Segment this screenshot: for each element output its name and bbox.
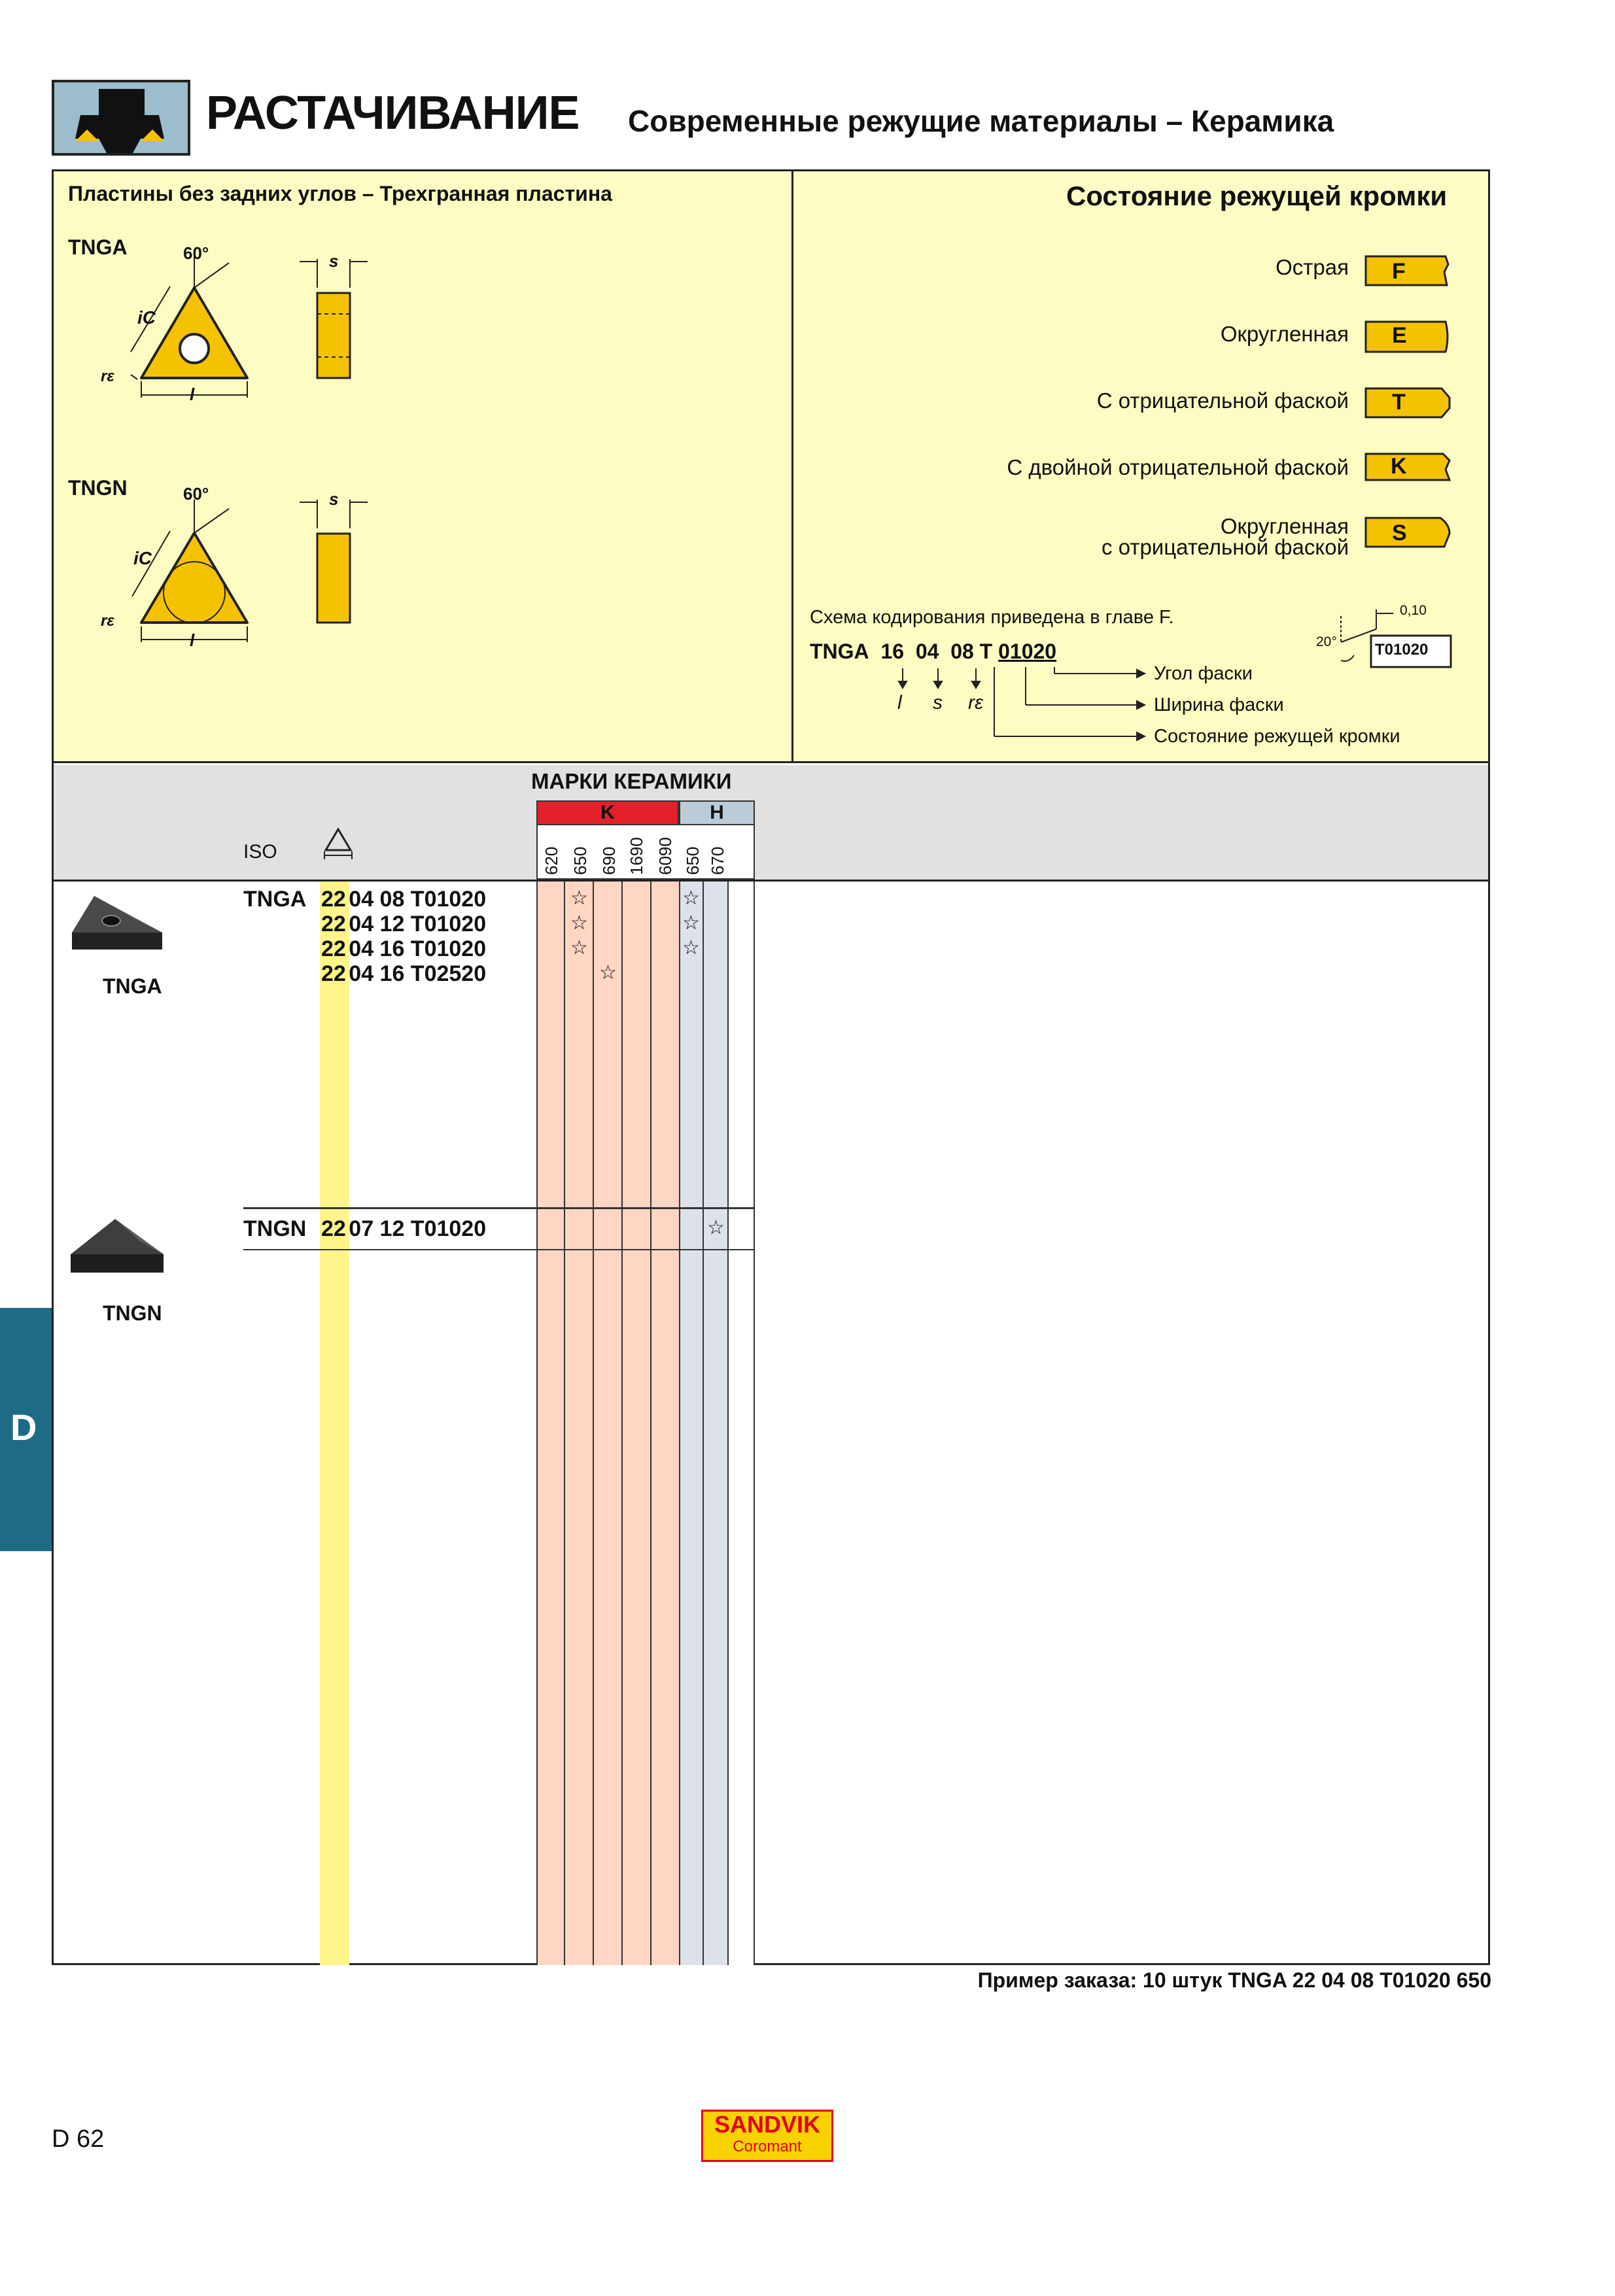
row-divider <box>243 1249 755 1250</box>
coding-legend-edge: Состояние режущей кромки <box>1154 726 1400 747</box>
ic-highlight-column <box>320 880 349 1965</box>
availability-star: ☆ <box>570 887 588 909</box>
tnga-ic-label: iC <box>137 307 156 328</box>
availability-star: ☆ <box>707 1217 725 1239</box>
chapter-side-letter: D <box>10 1407 37 1448</box>
edge-code-f: F <box>1392 259 1406 284</box>
coding-under-l: l <box>897 692 902 713</box>
coding-note: Схема кодирования приведена в главе F. <box>810 607 1174 628</box>
edge-code-t: T <box>1392 390 1406 415</box>
coding-under-re: rε <box>968 692 984 713</box>
tnga-l-label: l <box>190 385 195 404</box>
insert-name-tngn: TNGN <box>68 476 128 500</box>
coding-legend-angle: Угол фаски <box>1154 663 1253 684</box>
availability-star: ☆ <box>682 937 700 959</box>
availability-star: ☆ <box>570 912 588 934</box>
family-label-tnga: TNGA <box>243 887 307 912</box>
chamfer-width-label: 0,10 <box>1400 603 1427 618</box>
coding-example: TNGA 16 04 08 T 01020 <box>810 640 1057 663</box>
tngn-re-label: rε <box>101 612 114 630</box>
grade-k-1690: 1690 <box>627 837 646 875</box>
grade-k-6090: 6090 <box>655 837 675 875</box>
grades-group-title: МАРКИ КЕРАМИКИ <box>531 769 732 793</box>
group-h-last-column <box>727 803 755 1965</box>
group-k-label: K <box>536 800 679 825</box>
coding-legend-width: Ширина фаски <box>1154 694 1284 715</box>
ic-triangle-icon <box>322 825 355 861</box>
grade-k-690: 690 <box>599 846 619 875</box>
table-header-divider <box>54 880 1488 882</box>
page-number: D 62 <box>52 2125 105 2153</box>
grade-col <box>679 803 729 1965</box>
grade-h-650: 650 <box>683 846 703 875</box>
tngn-angle-label: 60° <box>183 484 209 504</box>
tnga-re-label: rε <box>101 368 114 385</box>
grades-table <box>52 763 1490 1965</box>
tngn-s-label: s <box>329 489 339 509</box>
panel-divider <box>791 169 793 763</box>
chamfer-code-label: T01020 <box>1375 641 1429 659</box>
section-divider <box>243 1207 755 1209</box>
table-row: 22 04 12 T01020 <box>321 912 487 936</box>
edge-label-honed-chamfered-2: с отрицательной фаской <box>1102 535 1349 559</box>
availability-star: ☆ <box>682 912 700 934</box>
grade-k-620: 620 <box>542 846 561 875</box>
insert-type-heading: Пластины без задних углов – Трехгранная пластина <box>68 182 612 205</box>
edge-code-s: S <box>1392 521 1407 545</box>
grade-h-670: 670 <box>708 846 727 875</box>
table-row: 22 07 12 T01020 <box>321 1216 487 1241</box>
edge-label-double-chamfered: С двойной отрицательной фаской <box>1007 455 1349 479</box>
page-title: РАСТАЧИВАНИЕ <box>206 87 580 139</box>
order-example: Пример заказа: 10 штук TNGA 22 04 08 T01020 650 <box>977 1968 1491 1992</box>
table-row: 22 04 16 T02520 <box>321 961 487 986</box>
tnga-angle-label: 60° <box>183 243 209 263</box>
insert-name-tnga: TNGA <box>68 235 128 259</box>
tngn-image-label: TNGN <box>103 1301 162 1325</box>
tnga-s-label: s <box>329 251 339 271</box>
edge-code-boxes <box>1362 254 1453 568</box>
edge-label-sharp: Острая <box>1276 255 1349 279</box>
grade-k-650: 650 <box>570 846 590 875</box>
tngn-insert-image <box>68 1215 166 1294</box>
tngn-ic-label: iC <box>133 548 152 568</box>
coding-under-s: s <box>933 692 943 713</box>
sandvik-logo: SANDVIK Coromant <box>701 2110 833 2162</box>
chamfer-angle-label: 20° <box>1316 634 1337 649</box>
table-row: 22 04 16 T01020 <box>321 936 487 961</box>
group-h-label: H <box>679 800 755 825</box>
tnga-insert-image <box>68 889 166 968</box>
edge-condition-heading: Состояние режущей кромки <box>1066 180 1448 211</box>
family-label-tngn: TNGN <box>243 1216 307 1241</box>
edge-label-honed: Округленная <box>1220 322 1349 346</box>
iso-label: ISO <box>243 841 277 863</box>
tnga-drawing <box>92 241 392 411</box>
page-subtitle: Современные режущие материалы – Керамика <box>628 104 1334 138</box>
grade-col <box>536 803 651 1965</box>
availability-star: ☆ <box>599 962 617 984</box>
chapter-icon <box>52 80 190 156</box>
edge-label-honed-chamfered-1: Округленная <box>1220 514 1349 538</box>
tngn-l-label: l <box>190 630 195 650</box>
availability-star: ☆ <box>570 937 588 959</box>
edge-code-e: E <box>1392 323 1407 348</box>
table-row: 22 04 08 T01020 <box>321 887 487 912</box>
edge-code-k: K <box>1391 454 1407 479</box>
edge-label-chamfered: С отрицательной фаской <box>1096 388 1349 413</box>
availability-star: ☆ <box>682 887 700 909</box>
tnga-image-label: TNGA <box>103 974 162 998</box>
